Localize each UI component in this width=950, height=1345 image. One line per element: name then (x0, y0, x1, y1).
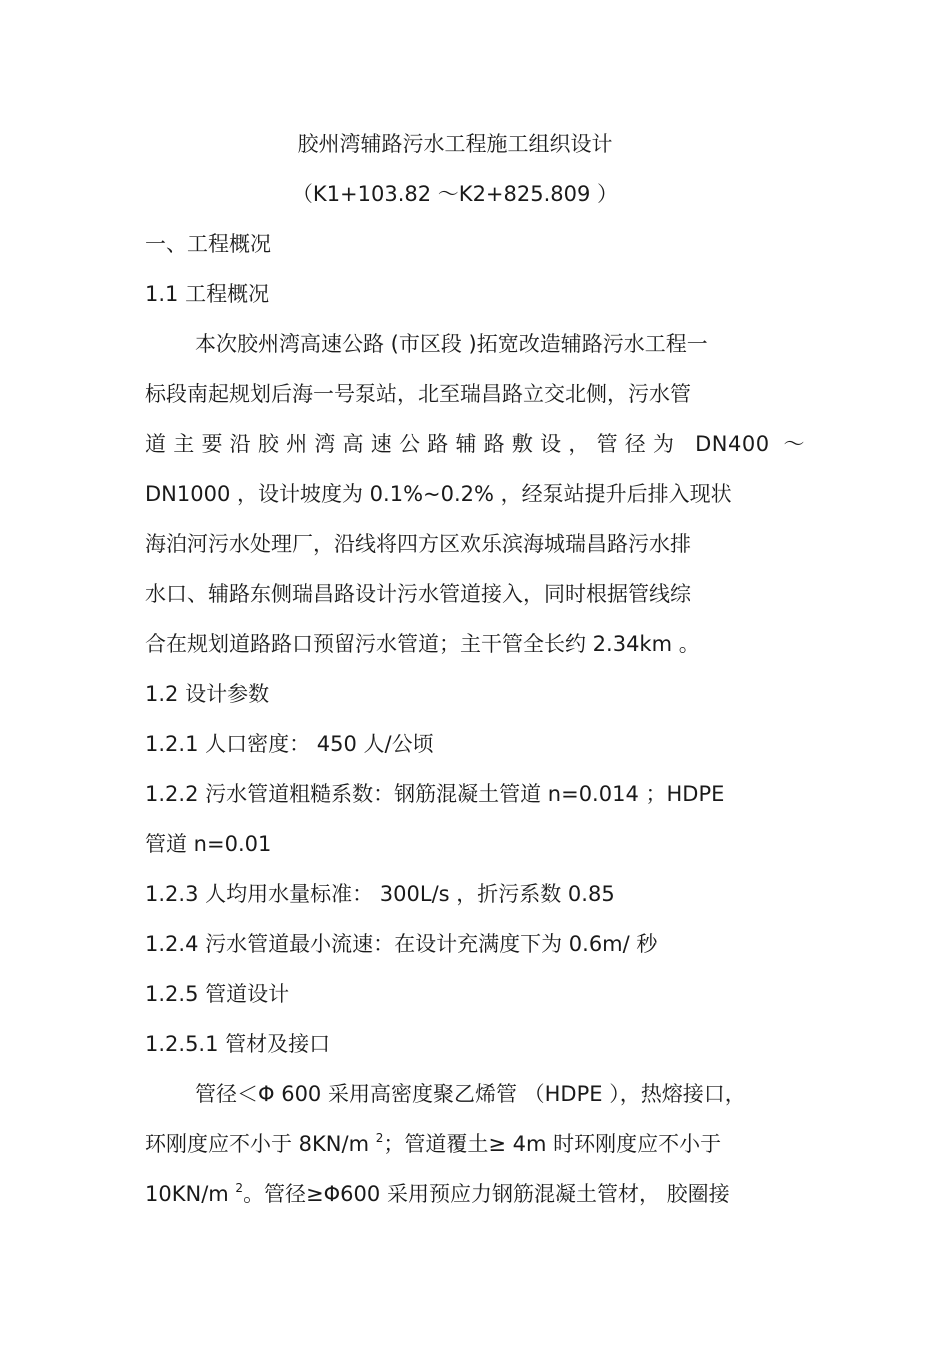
parameter-line: 1.2.5.1 管材及接口 (145, 1032, 331, 1056)
document-title: 胶州湾辅路污水工程施工组织设计 (297, 132, 613, 156)
paragraph-line: 标段南起规划后海一号泵站，北至瑞昌路立交北侧，污水管 (145, 382, 691, 406)
parameter-line: 1.2.4 污水管道最小流速：在设计充满度下为 0.6m/ 秒 (145, 932, 658, 956)
document-subtitle: （K1+103.82 ～K2+825.809 ） (291, 182, 619, 206)
text-run: 。管径≥Φ600 采用预应力钢筋混凝土管材， 胶圈接 (243, 1182, 730, 1206)
parameter-line: 1.2.5 管道设计 (145, 982, 290, 1006)
paragraph-line (145, 1179, 730, 1209)
text-run: 环刚度应不小于 8KN/m (145, 1132, 376, 1156)
parameter-line: 1.2.2 污水管道粗糙系数：钢筋混凝土管道 n=0.014 ；HDPE (145, 782, 725, 806)
paragraph-line: 管径＜Φ 600 采用高密度聚乙烯管 （HDPE ），热熔接口， (195, 1082, 746, 1106)
paragraph-line: DN1000 ，设计坡度为 0.1%~0.2% ，经泵站提升后排入现状 (145, 482, 732, 506)
paragraph-line: 海泊河污水处理厂，沿线将四方区欢乐滨海城瑞昌路污水排 (145, 532, 691, 556)
parameter-line: 1.2.1 人口密度： 450 人/公顷 (145, 732, 434, 756)
text-run: 10KN/m (145, 1182, 236, 1206)
parameter-line: 1.2.3 人均用水量标准： 300L/s ，折污系数 0.85 (145, 882, 615, 906)
superscript: 2 (235, 1181, 244, 1195)
paragraph-line (145, 1129, 721, 1159)
subsection-heading: 1.2 设计参数 (145, 682, 270, 706)
paragraph-line: 水口、辅路东侧瑞昌路设计污水管道接入，同时根据管线综 (145, 582, 691, 606)
parameter-line: 管道 n=0.01 (145, 832, 272, 856)
section-heading: 一、工程概况 (145, 232, 271, 256)
subsection-heading: 1.1 工程概况 (145, 282, 270, 306)
paragraph-line: 合在规划道路路口预留污水管道；主干管全长约 2.34km 。 (145, 632, 700, 656)
paragraph-line: 本次胶州湾高速公路 (市区段 )拓宽改造辅路污水工程一 (195, 332, 708, 356)
paragraph-line: 道主要沿胶州湾高速公路辅路敷设，管径为 DN400 ～ (145, 432, 805, 456)
superscript: 2 (375, 1131, 384, 1145)
text-run: ；管道覆土≥ 4m 时环刚度应不小于 (383, 1132, 722, 1156)
